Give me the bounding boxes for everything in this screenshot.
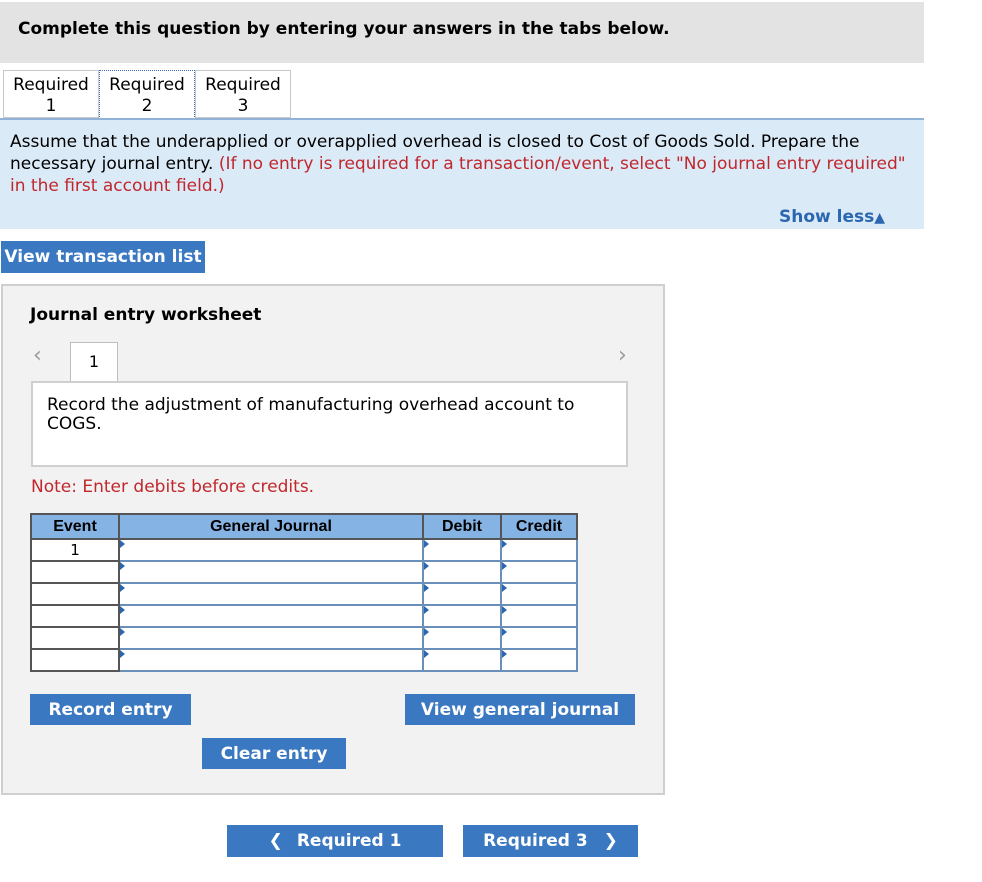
caret-up-icon: ▲: [874, 210, 886, 226]
field-marker-icon: [424, 584, 429, 592]
tab-label: Required: [205, 75, 281, 95]
column-header-event: Event: [31, 514, 119, 539]
tab-required-3[interactable]: [195, 70, 291, 118]
tab-required-2[interactable]: [99, 70, 195, 119]
event-cell: [31, 649, 119, 671]
tab-number: 3: [237, 96, 249, 116]
record-entry-button[interactable]: [30, 694, 191, 725]
show-less-label: Show less: [779, 207, 875, 227]
clear-entry-button[interactable]: [202, 738, 346, 769]
next-required-button[interactable]: [463, 825, 638, 857]
field-marker-icon: [502, 562, 507, 570]
debit-field[interactable]: [423, 627, 501, 649]
chevron-right-icon[interactable]: ›: [618, 343, 627, 368]
field-marker-icon: [502, 584, 507, 592]
table-row: [31, 605, 577, 627]
prev-required-button[interactable]: [227, 825, 443, 857]
debits-note: Note: Enter debits before credits.: [31, 477, 315, 497]
credit-field[interactable]: [501, 561, 577, 583]
view-general-journal-button[interactable]: [405, 694, 635, 725]
instructions-main: Assume that the underapplied or overapplied overhead is closed to Cost of Goods Sold. Prepare the necessary journal entry.: [10, 132, 860, 174]
chevron-left-icon[interactable]: ‹: [33, 343, 42, 368]
field-marker-icon: [120, 584, 125, 592]
chevron-left-icon: ❮: [268, 831, 283, 851]
debit-field[interactable]: [423, 583, 501, 605]
field-marker-icon: [502, 628, 507, 636]
field-marker-icon: [502, 606, 507, 614]
tab-label: Required: [109, 75, 185, 95]
button-label: View transaction list: [4, 247, 202, 267]
event-cell: [31, 627, 119, 649]
tab-required-1[interactable]: [3, 70, 99, 118]
debit-field[interactable]: [423, 649, 501, 671]
event-cell: [31, 605, 119, 627]
debit-field[interactable]: [423, 561, 501, 583]
column-header-credit: Credit: [501, 514, 577, 539]
field-marker-icon: [424, 606, 429, 614]
account-field[interactable]: [119, 539, 423, 561]
credit-field[interactable]: [501, 605, 577, 627]
entry-description: Record the adjustment of manufacturing overhead account to COGS.: [31, 381, 628, 467]
instructions-note: (If no entry is required for a transaction/event, select "No journal entry required" in the first account field.): [10, 154, 906, 196]
field-marker-icon: [502, 540, 507, 548]
field-marker-icon: [120, 540, 125, 548]
button-label: Required 3: [483, 831, 588, 851]
debit-field[interactable]: [423, 539, 501, 561]
column-header-debit: Debit: [423, 514, 501, 539]
account-field[interactable]: [119, 649, 423, 671]
field-marker-icon: [424, 540, 429, 548]
table-header-row: [31, 514, 577, 539]
field-marker-icon: [424, 628, 429, 636]
field-marker-icon: [502, 650, 507, 658]
event-cell: [31, 561, 119, 583]
debit-field[interactable]: [423, 605, 501, 627]
tab-number: 2: [141, 96, 153, 116]
button-label: Required 1: [296, 831, 402, 851]
field-marker-icon: [424, 562, 429, 570]
table-row: [31, 627, 577, 649]
account-field[interactable]: [119, 561, 423, 583]
table-row: [31, 561, 577, 583]
event-cell: [31, 583, 119, 605]
credit-field[interactable]: [501, 627, 577, 649]
button-label: Record entry: [48, 699, 173, 720]
account-field[interactable]: [119, 627, 423, 649]
show-less-link[interactable]: [779, 207, 885, 227]
field-marker-icon: [120, 606, 125, 614]
field-marker-icon: [120, 650, 125, 658]
credit-field[interactable]: [501, 649, 577, 671]
event-cell: 1: [31, 539, 119, 561]
tab-number: 1: [45, 96, 57, 116]
button-label: Clear entry: [220, 743, 328, 764]
field-marker-icon: [424, 650, 429, 658]
table-row: [31, 583, 577, 605]
instructions-text: [10, 131, 920, 197]
button-label: View general journal: [420, 699, 620, 720]
table-row: [31, 649, 577, 671]
field-marker-icon: [120, 562, 125, 570]
view-transaction-list-button[interactable]: [1, 241, 205, 273]
worksheet-title: Journal entry worksheet: [30, 305, 262, 325]
account-field[interactable]: [119, 583, 423, 605]
journal-table: [30, 513, 578, 672]
table-row: [31, 539, 577, 561]
credit-field[interactable]: [501, 539, 577, 561]
chevron-right-icon: ❯: [603, 831, 618, 851]
tab-label: Required: [13, 75, 89, 95]
account-field[interactable]: [119, 605, 423, 627]
credit-field[interactable]: [501, 583, 577, 605]
field-marker-icon: [120, 628, 125, 636]
header-text: Complete this question by entering your answers in the tabs below.: [18, 19, 670, 39]
column-header-general-journal: General Journal: [119, 514, 423, 539]
worksheet-page-tab[interactable]: 1: [70, 342, 118, 382]
